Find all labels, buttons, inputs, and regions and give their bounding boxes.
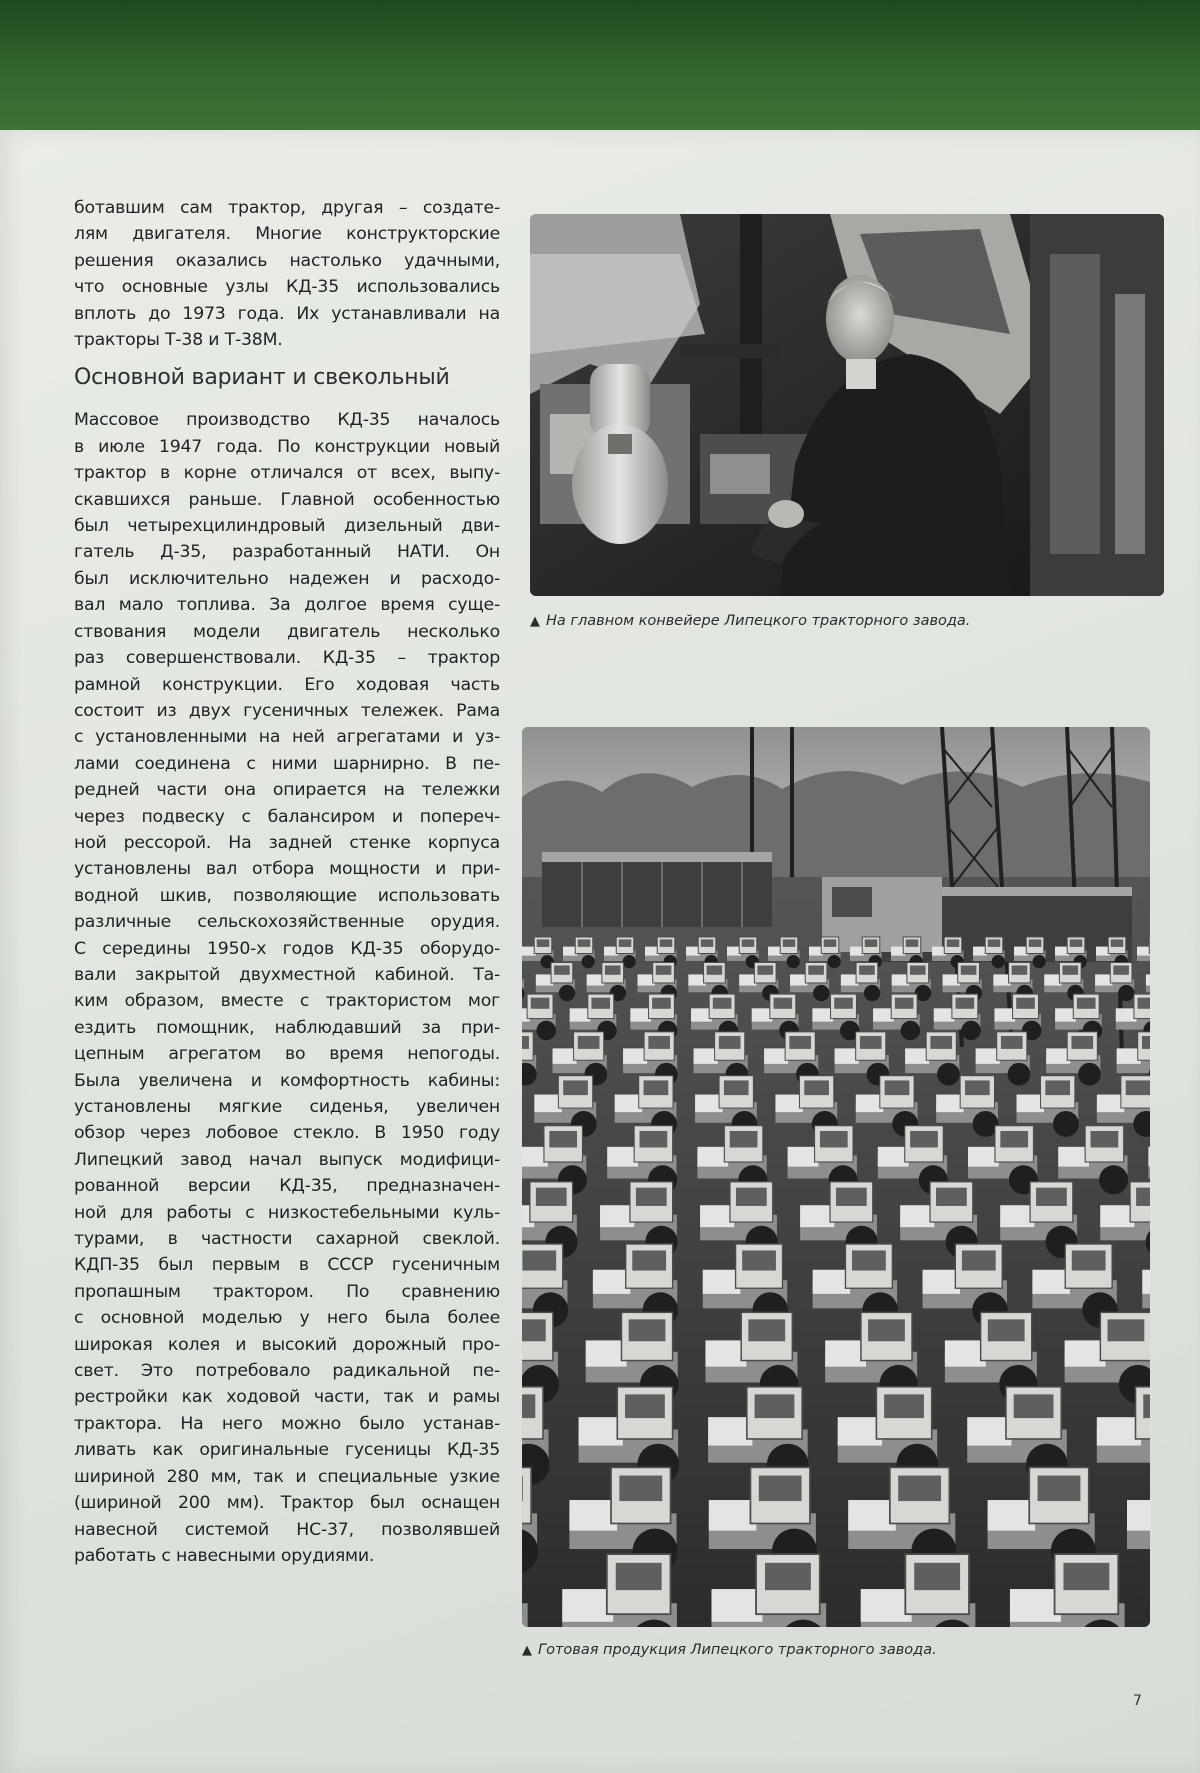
body-paragraph [74,407,500,1569]
caption-text: Готовая продукция Липецкого тракторного завода. [538,1642,937,1658]
text-line: С середины 1950-х годов КД-35 оборудо- [74,938,500,959]
triangle-marker-icon: ▲ [522,1643,532,1658]
text-line: состоит из двух гусеничных тележек. Рама [74,700,500,721]
caption-text: На главном конвейере Липецкого тракторного завода. [546,613,971,629]
text-line: трактора. На него можно было устанав- [74,1413,500,1434]
text-line: рестройки как ходовой части, так и рамы [74,1387,500,1408]
text-line: пропашным трактором. По сравнению [74,1281,500,1302]
book-page [0,130,1200,1773]
text-line: (шириной 200 мм). Трактор был оснащен [74,1493,500,1514]
text-line: вплоть до 1973 года. Их устанавливали на [74,303,500,324]
text-line: раз совершенствовали. КД-35 – трактор [74,648,500,669]
photo-finished-tractors [522,727,1150,1627]
photo-1-caption [530,613,970,629]
text-line: ботавшим сам трактор, другая – создате- [74,198,500,218]
text-line: работать с навесными орудиями. [74,1545,375,1566]
text-line: ливать как оригинальные гусеницы КД-35 [74,1440,500,1461]
text-line: решения оказались настолько удачными, [74,250,500,271]
text-line: КДП-35 был первым в СССР гусеничным [74,1255,500,1276]
text-line: что основные узлы КД-35 использовались [74,277,500,298]
text-line: был четырехцилиндровый дизельный дви- [74,516,500,537]
text-line: навесной системой НС-37, позволявшей [74,1519,500,1540]
text-line: лям двигателя. Многие конструкторские [74,224,500,245]
text-line: скавшихся раньше. Главной особенностью [74,489,500,510]
text-line: установлены вал отбора мощности и при- [74,859,500,880]
text-line: вал мало топлива. За долгое время суще- [74,595,500,616]
triangle-marker-icon: ▲ [530,614,540,629]
text-line: установлены мягкие сиденья, увеличен [74,1097,500,1117]
text-line: обзор через лобовое стекло. В 1950 году [74,1123,500,1144]
text-line: гатель Д-35, разработанный НАТИ. Он [74,542,500,563]
text-line: широкая колея и высокий дорожный про- [74,1334,500,1355]
text-line: через подвеску с балансиром и попереч- [74,806,500,827]
text-line: ездить помощник, наблюдавший за при- [74,1017,500,1038]
page-number: 7 [1133,1693,1142,1709]
text-line: ной рессорой. На задней стенке корпуса [74,832,500,853]
text-line: рамной конструкции. Его ходовая часть [74,674,500,695]
text-line: Массовое производство КД-35 началось [74,410,500,431]
text-line: в июле 1947 года. По конструкции новый [74,436,500,457]
text-line: ной для работы с низкостебельными куль- [74,1202,500,1223]
text-line: водной шкив, позволяющие использовать [74,885,500,906]
text-line: рованной версии КД-35, предназначен- [74,1176,500,1197]
photo-conveyor-worker [530,214,1164,596]
text-line: с установленными на ней агрегатами и уз- [74,727,500,748]
text-line: турами, в частности сахарной свеклой. [74,1229,500,1250]
text-line: различные сельскохозяйственные орудия. [74,912,500,933]
text-line: редней части она опирается на тележки [74,780,500,801]
text-line: тракторы Т-38 и Т-38М. [74,330,283,351]
text-line: ствования модели двигатель несколько [74,621,500,642]
text-line: с основной моделью у него была более [74,1308,500,1329]
text-line: шириной 280 мм, так и специальные узкие [74,1466,500,1487]
section-heading: Основной вариант и свекольный [74,365,450,391]
text-line: ким образом, вместе с трактористом мог [74,991,500,1012]
intro-paragraph [74,195,500,353]
photo-2-caption [522,1642,937,1658]
text-line: трактор в корне отличался от всех, выпу- [74,463,500,484]
text-line: свет. Это потребовало радикальной пе- [74,1361,500,1382]
text-line: цепным агрегатом во время непогоды. [74,1044,500,1065]
text-line: Липецкий завод начал выпуск модифици- [74,1149,500,1170]
text-line: Была увеличена и комфортность кабины: [74,1070,500,1091]
text-line: вали закрытой двухместной кабиной. Та- [74,964,500,985]
background-cover [0,0,1200,140]
text-line: был исключительно надежен и расходо- [74,568,500,589]
text-line: лами соединена с ними шарнирно. В пе- [74,753,500,774]
text-column [74,195,500,1569]
